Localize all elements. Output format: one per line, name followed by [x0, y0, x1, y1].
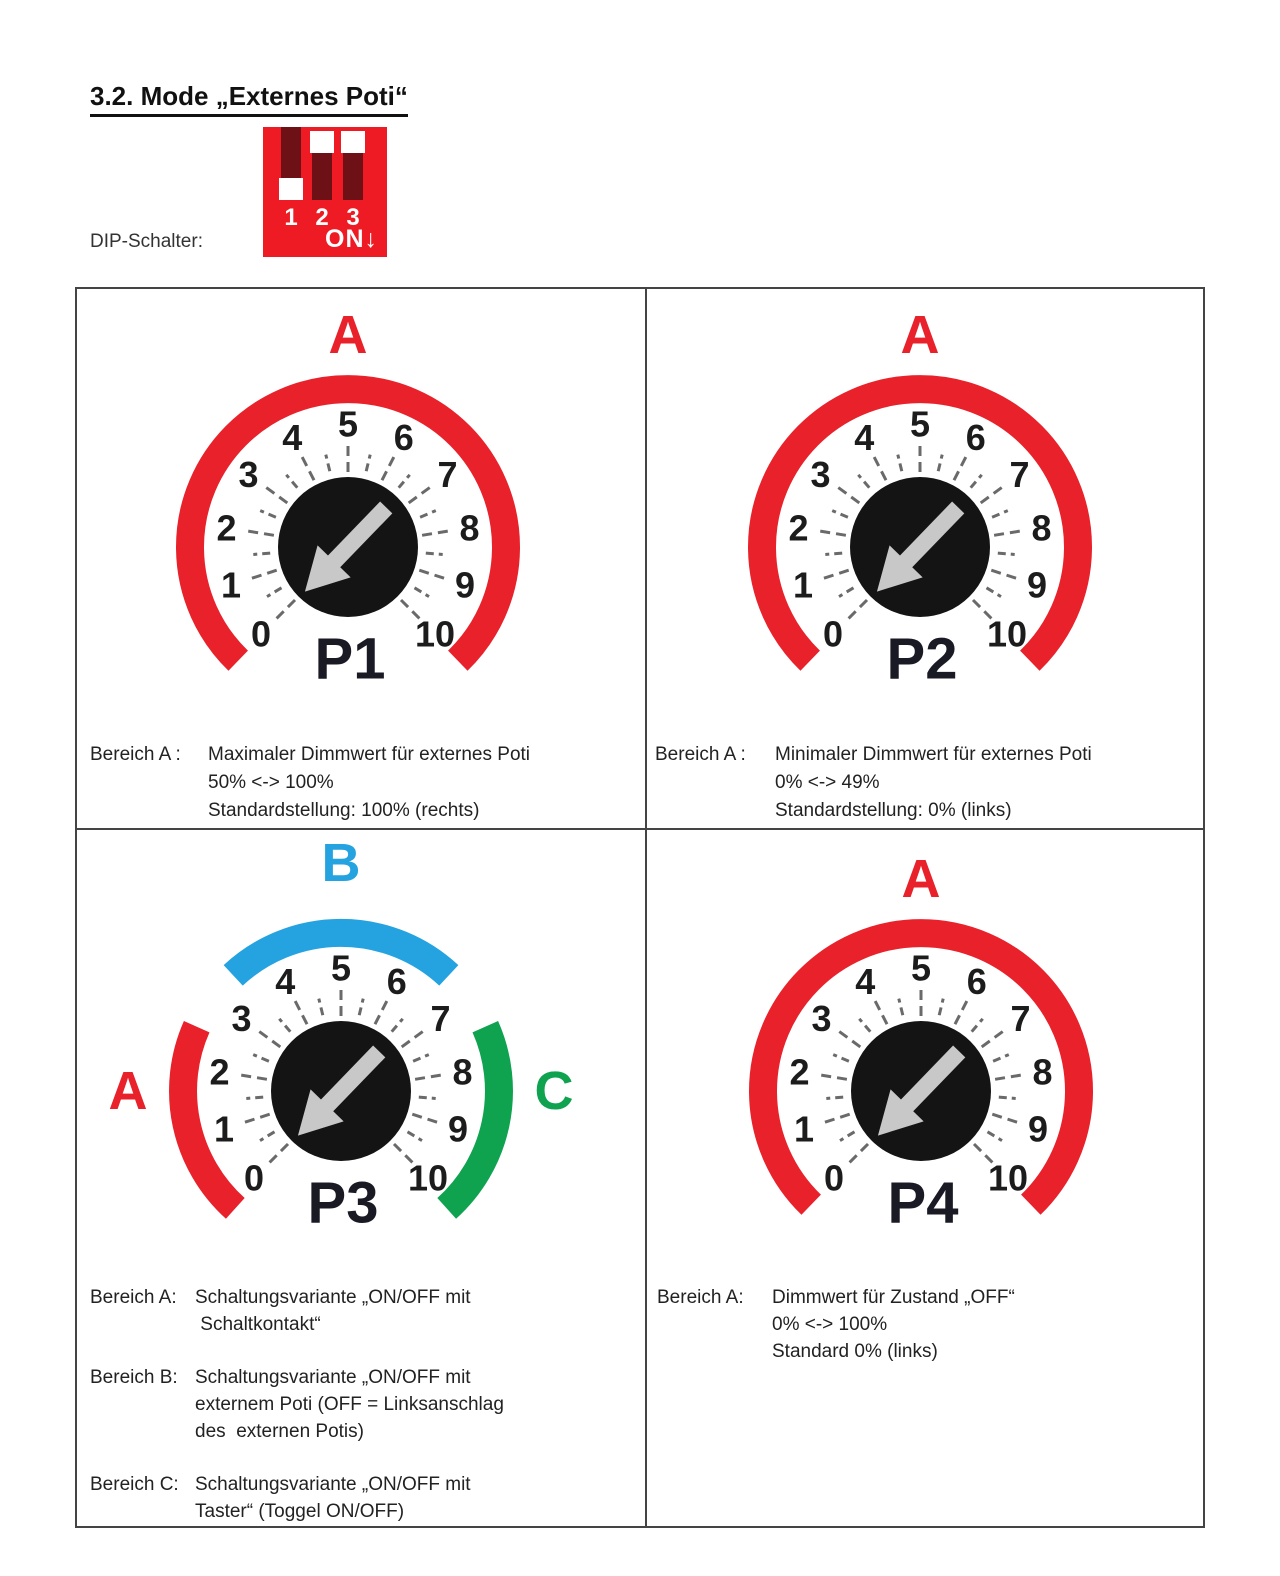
dip-channel	[343, 152, 363, 200]
tick-mark	[269, 1144, 288, 1163]
scale-number-9: 9	[1027, 1108, 1049, 1150]
tick-mark	[240, 1075, 267, 1079]
tick-mark	[375, 1000, 387, 1024]
dip-slider	[310, 131, 334, 153]
scale-number-0: 0	[823, 1157, 845, 1199]
tick-mark	[839, 588, 854, 597]
dip-on-label	[325, 225, 378, 254]
tick-mark	[251, 570, 277, 578]
scale-number-9: 9	[447, 1108, 469, 1150]
tick-mark	[992, 1114, 1018, 1122]
tick-mark	[419, 1097, 436, 1098]
region-letter-A: A	[328, 305, 368, 365]
dial-p4	[671, 831, 1171, 1246]
scale-number-10: 10	[987, 1157, 1029, 1199]
scale-number-6: 6	[965, 416, 986, 458]
tick-mark	[899, 999, 903, 1016]
scale-number-3: 3	[238, 454, 259, 496]
dip-slider	[279, 178, 303, 200]
dial-label-p4: P4	[887, 1170, 959, 1236]
tick-mark	[858, 475, 869, 488]
tick-mark	[972, 1019, 983, 1032]
tick-mark	[412, 1114, 438, 1122]
bereich-text	[772, 1284, 1200, 1365]
tick-mark	[253, 553, 270, 554]
scale-number-7: 7	[430, 998, 451, 1040]
dip-switch-2	[312, 127, 332, 202]
desc-p3	[90, 1284, 638, 1525]
tick-mark	[954, 456, 966, 480]
tick-mark	[999, 1097, 1016, 1098]
page-title: 3.2. Mode „Externes Poti“	[90, 81, 408, 117]
scale-number-0: 0	[243, 1157, 265, 1199]
tick-mark	[244, 1114, 270, 1122]
tick-mark	[874, 456, 886, 480]
bereich-label: Bereich B:	[90, 1367, 183, 1388]
paragraph	[90, 1284, 638, 1338]
scale-number-8: 8	[1031, 507, 1052, 549]
paragraph	[90, 1364, 638, 1445]
tick-mark	[991, 570, 1017, 578]
scale-number-1: 1	[793, 1108, 815, 1150]
tick-mark	[279, 1019, 290, 1032]
tick-mark	[820, 1075, 847, 1079]
tick-mark	[402, 1031, 424, 1047]
tick-mark	[840, 1132, 855, 1141]
tick-mark	[955, 1000, 967, 1024]
bereich-text	[775, 741, 1200, 825]
tick-mark	[276, 600, 295, 619]
paragraph	[90, 1471, 638, 1525]
scale-number-9: 9	[454, 564, 476, 606]
scale-number-9: 9	[1026, 564, 1048, 606]
region-letter-A: A	[108, 1061, 148, 1121]
desc-line: Standardstellung: 100% (rechts)	[208, 800, 480, 821]
scale-number-2: 2	[788, 507, 809, 549]
scale-number-1: 1	[220, 564, 242, 606]
tick-mark	[247, 531, 274, 535]
tick-mark	[875, 1000, 887, 1024]
tick-mark	[295, 1000, 307, 1024]
scale-number-2: 2	[789, 1051, 810, 1093]
table-horizontal-divider	[77, 828, 1203, 830]
desc-line: Schaltungsvariante „ON/OFF mit	[195, 1287, 471, 1308]
tick-mark	[994, 531, 1021, 535]
dial-p1	[98, 287, 598, 702]
tick-mark	[359, 999, 363, 1016]
tick-mark	[859, 1019, 870, 1032]
desc-line: Dimmwert für Zustand „OFF“	[772, 1287, 1015, 1308]
scale-number-5: 5	[910, 947, 932, 989]
scale-number-6: 6	[386, 960, 407, 1002]
tick-mark	[832, 511, 848, 518]
dial-label-p3: P3	[307, 1170, 379, 1236]
tick-mark	[824, 1114, 850, 1122]
tick-mark	[246, 1097, 263, 1098]
down-arrow-icon: ↓	[364, 225, 378, 253]
tick-mark	[408, 1132, 423, 1141]
tick-mark	[259, 1031, 281, 1047]
tick-mark	[413, 1055, 429, 1062]
desc-line: 0% <-> 49%	[775, 772, 880, 793]
tick-mark	[422, 531, 449, 535]
bereich-text	[195, 1284, 638, 1338]
tick-mark	[839, 1031, 861, 1047]
dip-slider	[341, 131, 365, 153]
scale-number-5: 5	[909, 403, 931, 445]
tick-mark	[898, 455, 902, 472]
tick-mark	[995, 1075, 1022, 1079]
scale-number-8: 8	[452, 1051, 473, 1093]
desc-line: Maximaler Dimmwert für externes Poti	[208, 744, 531, 765]
scale-number-6: 6	[393, 416, 414, 458]
tick-mark	[267, 588, 282, 597]
scale-number-6: 6	[966, 960, 987, 1002]
dip-switch-3	[343, 127, 363, 202]
scale-number-7: 7	[437, 454, 458, 496]
tick-mark	[366, 455, 370, 472]
region-letter-A: A	[900, 305, 940, 365]
bereich-label: Bereich C:	[90, 1474, 184, 1495]
scale-number-2: 2	[216, 507, 237, 549]
tick-mark	[260, 1132, 275, 1141]
region-letter-B: B	[321, 833, 361, 893]
dial-p2	[670, 287, 1170, 702]
tick-mark	[266, 487, 288, 503]
scale-number-1: 1	[213, 1108, 235, 1150]
tick-mark	[415, 1075, 442, 1079]
dip-channel	[312, 152, 332, 200]
tick-mark	[825, 553, 842, 554]
tick-mark	[302, 456, 314, 480]
desc-line: Minimaler Dimmwert für externes Poti	[775, 744, 1092, 765]
tick-mark	[998, 553, 1015, 554]
bereich-text	[195, 1471, 638, 1525]
dip-number-2: 2	[315, 204, 329, 231]
tick-mark	[823, 570, 849, 578]
tick-mark	[819, 531, 846, 535]
tick-mark	[399, 475, 410, 488]
desc-line: externem Poti (OFF = Linksanschlag	[195, 1394, 504, 1415]
desc-line: Schaltkontakt“	[195, 1314, 321, 1335]
scale-number-5: 5	[330, 947, 352, 989]
tick-mark	[838, 487, 860, 503]
tick-mark	[992, 511, 1008, 518]
region-letter-C: C	[534, 1061, 574, 1121]
scale-number-4: 4	[275, 960, 296, 1002]
scale-number-7: 7	[1010, 998, 1031, 1040]
scale-number-1: 1	[792, 564, 814, 606]
paragraph	[655, 741, 1200, 825]
table-vertical-divider	[645, 289, 647, 1526]
tick-mark	[382, 456, 394, 480]
paragraph	[657, 1284, 1200, 1365]
scale-number-10: 10	[407, 1157, 449, 1199]
bereich-label: Bereich A:	[90, 1287, 182, 1308]
desc-line: 0% <-> 100%	[772, 1314, 888, 1335]
dip-number-3: 3	[346, 204, 360, 231]
dial-p3	[91, 831, 591, 1246]
tick-mark	[253, 1055, 269, 1062]
desc-p2	[655, 741, 1200, 825]
desc-line: Schaltungsvariante „ON/OFF mit	[195, 1474, 471, 1495]
tick-mark	[938, 455, 942, 472]
scale-number-3: 3	[810, 454, 831, 496]
tick-mark	[971, 475, 982, 488]
tick-mark	[319, 999, 323, 1016]
tick-mark	[848, 600, 867, 619]
scale-number-8: 8	[459, 507, 480, 549]
dip-number-1: 1	[284, 204, 298, 231]
tick-mark	[981, 487, 1003, 503]
dial-label-p2: P2	[886, 626, 958, 692]
scale-number-4: 4	[854, 416, 875, 458]
tick-mark	[426, 553, 443, 554]
tick-mark	[993, 1055, 1009, 1062]
tick-mark	[326, 455, 330, 472]
dip-channel	[281, 127, 301, 179]
tick-mark	[286, 475, 297, 488]
desc-line: Schaltungsvariante „ON/OFF mit	[195, 1367, 471, 1388]
bereich-label: Bereich A :	[655, 744, 752, 765]
scale-number-2: 2	[209, 1051, 230, 1093]
tick-mark	[409, 487, 431, 503]
region-letter-A: A	[901, 849, 941, 909]
desc-p1	[90, 741, 638, 825]
desc-p4	[657, 1284, 1200, 1365]
dial-label-p1: P1	[314, 626, 386, 692]
tick-mark	[415, 588, 430, 597]
scale-number-4: 4	[282, 416, 303, 458]
bereich-label: Bereich A :	[90, 744, 187, 765]
scale-number-5: 5	[337, 403, 359, 445]
scale-number-7: 7	[1009, 454, 1030, 496]
tick-mark	[988, 1132, 1003, 1141]
tick-mark	[939, 999, 943, 1016]
scale-number-8: 8	[1032, 1051, 1053, 1093]
tick-mark	[826, 1097, 843, 1098]
tick-mark	[987, 588, 1002, 597]
desc-line: 50% <-> 100%	[208, 772, 334, 793]
scale-number-3: 3	[231, 998, 252, 1040]
tick-mark	[982, 1031, 1004, 1047]
bereich-text	[208, 741, 638, 825]
bereich-label: Bereich A:	[657, 1287, 749, 1308]
scale-number-10: 10	[986, 613, 1028, 655]
desc-line: des externen Potis)	[195, 1421, 364, 1442]
scale-number-0: 0	[822, 613, 844, 655]
tick-mark	[833, 1055, 849, 1062]
scale-number-10: 10	[414, 613, 456, 655]
tick-mark	[419, 570, 445, 578]
desc-line: Taster“ (Toggel ON/OFF)	[195, 1501, 405, 1522]
scale-number-3: 3	[811, 998, 832, 1040]
desc-line: Standard 0% (links)	[772, 1341, 938, 1362]
tick-mark	[849, 1144, 868, 1163]
bereich-text	[195, 1364, 638, 1445]
desc-line: Standardstellung: 0% (links)	[775, 800, 1012, 821]
dip-switch-label: DIP-Schalter:	[90, 231, 203, 252]
scale-number-0: 0	[250, 613, 272, 655]
dip-switch-1	[281, 127, 301, 202]
tick-mark	[420, 511, 436, 518]
paragraph	[90, 741, 638, 825]
tick-mark	[392, 1019, 403, 1032]
scale-number-4: 4	[855, 960, 876, 1002]
dip-switch-body	[263, 127, 387, 257]
dip-on-text: ON	[325, 225, 365, 253]
tick-mark	[260, 511, 276, 518]
